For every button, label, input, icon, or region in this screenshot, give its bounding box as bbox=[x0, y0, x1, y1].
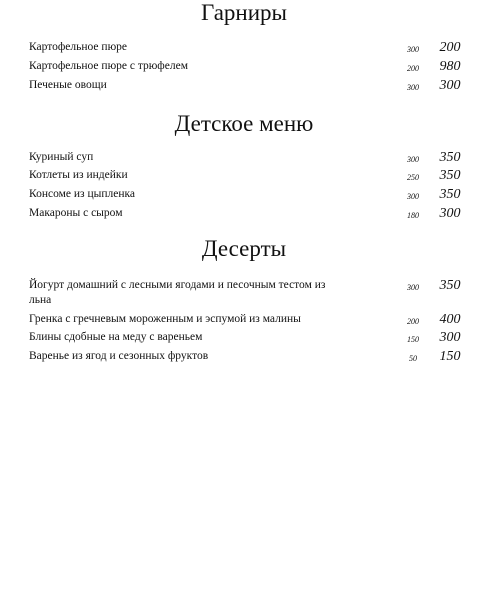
item-weight: 200 bbox=[407, 64, 419, 73]
item-price: 300 bbox=[439, 78, 461, 93]
menu-item bbox=[0, 312, 488, 330]
menu-item bbox=[0, 78, 488, 96]
item-weight: 200 bbox=[407, 317, 419, 326]
item-name: Котлеты из индейки bbox=[29, 169, 128, 181]
item-weight: 250 bbox=[407, 173, 419, 182]
item-price: 350 bbox=[439, 278, 461, 293]
item-price: 350 bbox=[439, 168, 461, 183]
item-name: Консоме из цыпленка bbox=[29, 188, 136, 200]
item-weight: 150 bbox=[407, 335, 419, 344]
menu-item bbox=[0, 278, 488, 310]
menu-item bbox=[0, 330, 488, 348]
item-price: 980 bbox=[439, 59, 461, 74]
item-price: 200 bbox=[439, 40, 461, 55]
item-weight: 300 bbox=[407, 83, 419, 92]
item-weight: 180 bbox=[407, 211, 419, 220]
item-price: 150 bbox=[439, 349, 461, 364]
item-price: 350 bbox=[439, 150, 461, 165]
item-name: Гренка с гречневым мороженным и эспумой из малины bbox=[29, 313, 301, 325]
item-weight: 300 bbox=[407, 283, 419, 292]
item-weight: 300 bbox=[407, 45, 419, 54]
menu-item bbox=[0, 206, 488, 224]
item-weight: 300 bbox=[407, 155, 419, 164]
item-name: Печеные овощи bbox=[29, 79, 107, 91]
menu-item bbox=[0, 168, 488, 186]
item-name: Макароны с сыром bbox=[29, 207, 123, 219]
section-title-garnishes: Гарниры bbox=[200, 0, 287, 25]
item-name: Куриный суп bbox=[29, 151, 94, 163]
item-price: 350 bbox=[439, 187, 461, 202]
item-name: Йогурт домашний с лесными ягодами и песочным тестом из льна bbox=[29, 279, 326, 306]
menu-item bbox=[0, 349, 488, 367]
item-price: 300 bbox=[439, 206, 461, 221]
item-weight: 50 bbox=[409, 354, 417, 363]
menu-item bbox=[0, 150, 488, 168]
item-price: 400 bbox=[439, 312, 461, 327]
item-weight: 300 bbox=[407, 192, 419, 201]
menu-item bbox=[0, 187, 488, 205]
item-name: Варенье из ягод и сезонных фруктов bbox=[29, 350, 209, 362]
menu-item bbox=[0, 59, 488, 77]
section-title-kids-menu: Детское меню bbox=[174, 111, 314, 136]
section-title-desserts: Десерты bbox=[201, 236, 287, 261]
menu-item bbox=[0, 40, 488, 58]
item-price: 300 bbox=[439, 330, 461, 345]
item-name: Картофельное пюре с трюфелем bbox=[29, 60, 188, 72]
item-name: Блины сдобные на меду с вареньем bbox=[29, 331, 203, 343]
item-name: Картофельное пюре bbox=[29, 41, 128, 53]
